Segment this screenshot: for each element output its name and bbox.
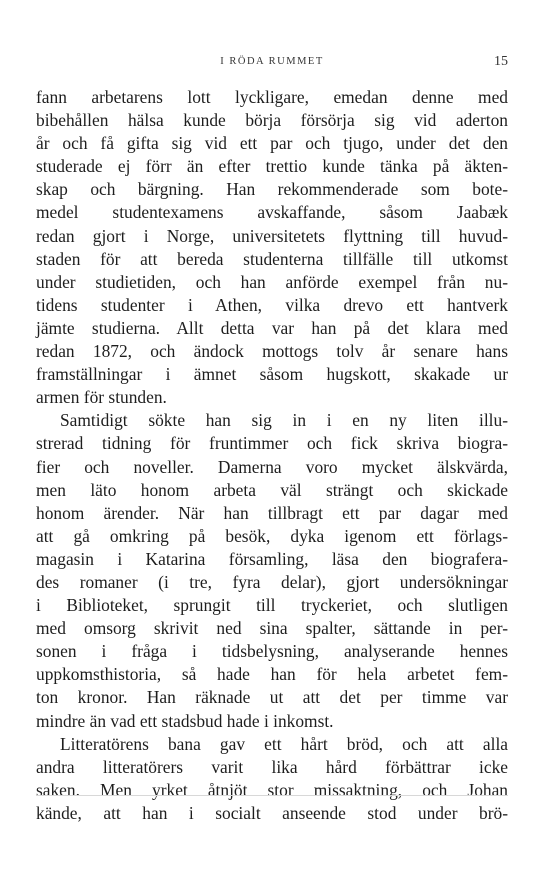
page-bottom-rule [36, 795, 508, 796]
text-line: fann arbetarens lott lyckligare, emedan denne med [36, 87, 508, 107]
body-text [36, 86, 508, 825]
text-line: saken. Men yrket åtnjöt stor missaktning, och Johan [36, 779, 508, 800]
text-line: mindre än vad ett stadsbud hade i inkomst. [36, 710, 334, 731]
text-line: att gå omkring på besök, dyka igenom ett förlags- [36, 525, 508, 546]
paragraph-1 [36, 86, 508, 409]
text-line: redan gjort i Norge, universitetets flyttning till huvud- [36, 225, 508, 246]
text-line: sonen i fråga i tidsbelysning, analyserande hennes [36, 641, 508, 662]
text-line: tidens studenter i Athen, vilka drevo ett hantverk [36, 294, 508, 315]
paragraph-2 [36, 409, 508, 732]
text-line: andra litteratörers varit lika hård förbättrar icke [36, 756, 508, 777]
paragraph-3 [36, 733, 508, 825]
page-header [36, 56, 508, 76]
text-line: staden för att bereda studenterna tillfälle till utkomst [36, 248, 508, 269]
text-line: under studietiden, och han anförde exempel från nu- [36, 271, 508, 292]
text-line: ton kronor. Han räknade ut att det per timme var [36, 687, 508, 708]
text-line: redan 1872, och ändock mottogs tolv år senare hans [36, 341, 508, 362]
text-line: men läto honom arbeta väl strängt och skickade [36, 479, 508, 500]
text-line: Litteratörens bana gav ett hårt bröd, och att alla [60, 733, 508, 754]
text-line: uppkomsthistoria, så hade han för hela arbetet fem- [36, 664, 508, 685]
text-line: år och få gifta sig vid ett par och tjugo, under det den [36, 133, 508, 154]
text-line: framställningar i ämnet såsom hugskott, skakade ur [36, 364, 508, 385]
page-number: 15 [494, 54, 508, 69]
text-line: honom ärender. När han tillbragt ett par dagar med [36, 502, 508, 523]
text-line: medel studentexamens avskaffande, såsom Jaabæk [36, 202, 508, 223]
text-line: med omsorg skrivit ned sina spalter, sättande in per- [36, 618, 508, 639]
text-line: bibehållen hälsa kunde börja försörja sig vid aderton [36, 110, 508, 131]
text-line: Samtidigt sökte han sig in i en ny liten illu- [60, 410, 508, 431]
running-title: I RÖDA RUMMET [220, 56, 324, 67]
text-line: skap och bärgning. Han rekommenderade som bote- [36, 179, 508, 200]
text-line: des romaner (i tre, fyra delar), gjort undersökningar [36, 571, 508, 592]
text-line: strerad tidning för fruntimmer och fick skriva biogra- [36, 433, 508, 454]
text-line: i Biblioteket, sprungit till tryckeriet, och slutligen [36, 595, 508, 616]
text-line: kände, att han i socialt anseende stod under brö- [36, 802, 508, 823]
text-line: jämte studierna. Allt detta var han på det klara med [36, 317, 508, 338]
text-line: fier och noveller. Damerna voro mycket älskvärda, [36, 456, 508, 477]
text-line: armen för stunden. [36, 387, 167, 408]
text-line: studerade ej förr än efter trettio kunde tänka på äkten- [36, 156, 508, 177]
text-line: magasin i Katarina församling, läsa den biografera- [36, 548, 508, 569]
